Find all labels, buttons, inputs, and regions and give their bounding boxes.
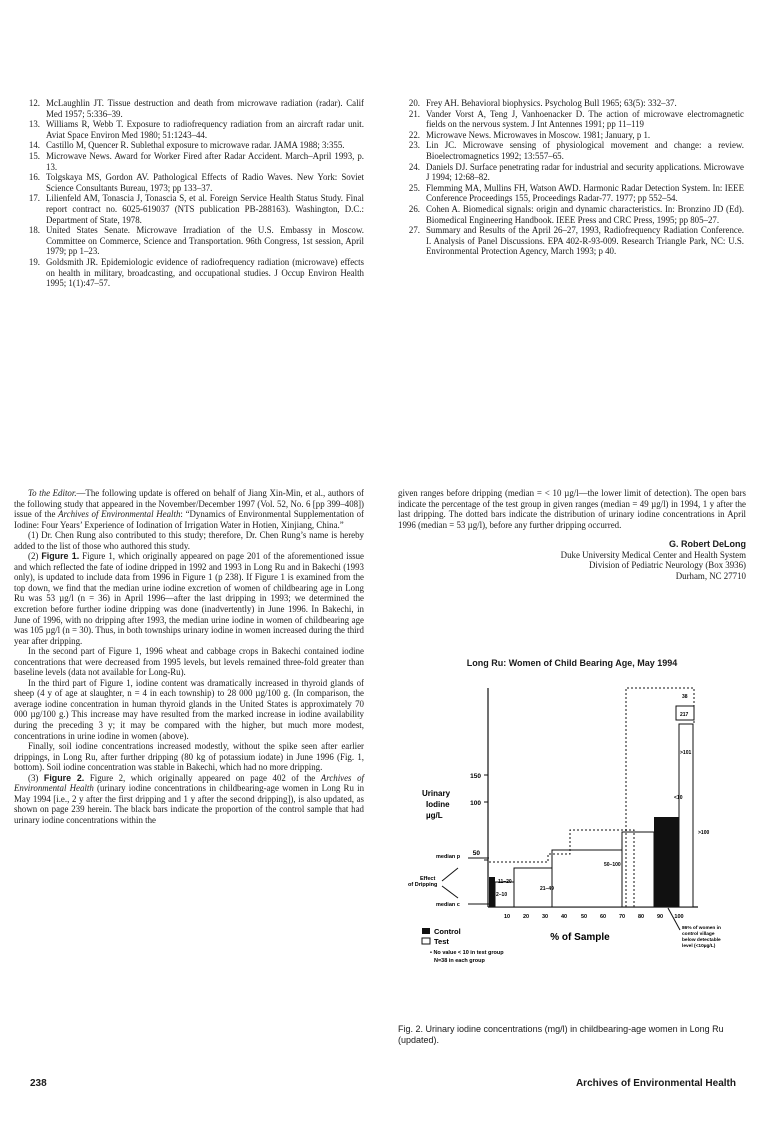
reference-text: Cohen A. Biomedical signals: origin and dynamic characteristics. In: Bronzino JD (Ed). Biomedical Engineering Handbook. IEEE Press and CRC Press, 1995; pp 805–27. xyxy=(426,203,744,225)
reference-text: Flemming MA, Mullins FH, Watson AWD. Harmonic Radar Detection System. In: IEEE Conference Proceedings 155, Proceedings Radar-77. 1977; pp 552–54. xyxy=(426,182,744,204)
journal-footer: Archives of Environmental Health xyxy=(575,1078,736,1089)
bar-label: 38 xyxy=(682,694,688,700)
figure-note: N=38 in each group xyxy=(434,958,485,964)
legend-test-swatch xyxy=(422,938,430,944)
x-tick-label: 80 xyxy=(637,914,645,920)
x-axis-label: % of Sample xyxy=(550,932,610,943)
y-axis-label: Urinary xyxy=(422,789,451,798)
reference-item xyxy=(14,193,364,225)
letter-column-right xyxy=(398,488,746,582)
reference-item xyxy=(14,257,364,289)
y-axis-label: Iodine xyxy=(426,800,450,809)
reference-number: 23. xyxy=(408,140,420,151)
letter-salutation: To the Editor. xyxy=(28,488,77,498)
bar-label: 11–20 xyxy=(498,879,512,885)
figure-note: • No value < 10 in test group xyxy=(430,950,504,956)
legend-control-label: Control xyxy=(434,927,461,936)
reference-number: 27. xyxy=(408,225,420,236)
x-tick-label: 60 xyxy=(599,914,607,920)
reference-text: Lin JC. Microwave sensing of physiological movement and change: a review. Bioelectromagnetics 1992; 13:557–65. xyxy=(426,140,744,161)
reference-number: 16. xyxy=(28,172,40,183)
reference-text: United States Senate. Microwave Irradiation of the U.S. Embassy in Moscow. Committee on Commerce, Science and Transportation. 96th Congress, 1st session, April 1979; pp 1–23. xyxy=(46,225,364,257)
x-tick-label: 70 xyxy=(618,914,626,920)
reference-text: Williams R, Webb T. Exposure to radiofrequency radiation from an aircraft radar unit. Aviat Space Environ Med 1980; 51:1243–44. xyxy=(46,119,364,140)
bar-label: <10 xyxy=(674,795,683,801)
reference-text: Frey AH. Behavioral biophysics. Psycholog Bull 1965; 63(5): 332–37. xyxy=(426,98,677,108)
author-name: G. Robert DeLong xyxy=(669,539,746,550)
letter-paragraph-3 xyxy=(14,551,364,646)
annotation-text: level (<10µg/L) xyxy=(682,944,716,949)
effect-label: of Dripping xyxy=(408,882,438,888)
reference-number: 21. xyxy=(408,108,420,119)
reference-text: Tolgskaya MS, Gordon AV. Pathological Effects of Radio Waves. New York: Soviet Science Consultants Bureau, 1973; pp 133–37. xyxy=(46,172,364,193)
bar-label: 217 xyxy=(680,712,689,718)
reference-text: Summary and Results of the April 26–27, 1993, Radiofrequency Radiation Conference. I. Analysis of Panel Discussions. EPA 402-R-93-009. Research Triangle Park, NC: U.S. Environmental Protection Agency, March 1993; p 40. xyxy=(426,225,744,257)
reference-text: Vander Vorst A, Teng J, Vanhoenacker D. The action of microwave electromagnetic fields on the nervous system. J Int Antennes 1991; pp 11–119 xyxy=(426,108,744,130)
letter-paragraph-6: Finally, soil iodine concentrations increased modestly, without the spike seen after earlier drippings, in Long Ru, after further dripping (80 kg of potassium iodate) in June 1996 (Fig. 1, bottom). Soil iodine concentration was stable in Bakechi, which had no more dripping. xyxy=(14,741,364,773)
letter-column-left xyxy=(14,488,364,826)
letter-paragraph-5: In the third part of Figure 1, iodine content was dramatically increased in thyroid glands of sheep (4 y of age at slaughter, n = 4 in each township) to 28 000 µg/100 g. (In comparison, the average iodine concentration in human thyroid glands in the United States is approximately 70 000 µg/100 g.) This increase may have resulted from the marked increase in iodine availability during the preceding 3 y; it may be compared with the higher, but much more modest, concentrations in urine iodine in women (above). xyxy=(14,677,364,741)
reference-item xyxy=(14,98,364,119)
reference-text: Castillo M, Quencer R. Sublethal exposure to microwave radar. JAMA 1988; 3:355. xyxy=(46,140,345,151)
references-left xyxy=(14,98,364,289)
letter-paragraph-8: given ranges before dripping (median = < 10 µg/l—the lower limit of detection). The open bars indicate the percentage of the test group in given ranges (median = 49 µg/l) in 1994, 1 y after the last dripping. The dotted bars indicate the distribution of urinary iodine concentrations in April 1996 (median = 53 µg/l), before any further dripping occurred. xyxy=(398,488,746,530)
reference-text: Goldsmith JR. Epidemiologic evidence of radiofrequency radiation (microwave) effects on health in military, broadcasting, and occupational studies. J Occup Environ Health 1995; 1(1):47–57. xyxy=(46,256,364,289)
control-bar xyxy=(489,877,495,907)
legend-control-swatch xyxy=(422,928,430,934)
annotation-text: below detectable xyxy=(682,938,721,943)
x-tick-label: 10 xyxy=(503,914,511,920)
figure-caption: Fig. 2. Urinary iodine concentrations (mg/l) in childbearing-age women in Long Ru (updated). xyxy=(398,1024,724,1045)
reference-text: McLaughlin JT. Tissue destruction and death from microwave radiation (radar). Calif Med 1957; 5:336–39. xyxy=(46,98,364,119)
reference-item xyxy=(14,119,364,140)
author-affiliation-3: Durham, NC 27710 xyxy=(675,570,746,581)
reference-text: Daniels DJ. Surface penetrating radar for industrial and security applications. Microwave J 1994; 12:68–82. xyxy=(426,161,744,183)
reference-item xyxy=(394,225,744,257)
journal-name: Archives of Environmental Health xyxy=(14,772,364,794)
y-tick-label: 50 xyxy=(472,850,480,857)
reference-number: 20. xyxy=(408,98,420,108)
x-tick-label: 20 xyxy=(522,914,530,920)
test-bar xyxy=(552,850,622,907)
letter-paragraph-7 xyxy=(14,773,364,826)
letter-p7-tail: (urinary iodine concentrations in childbearing-age women in Long Ru in May 1994 [i.e., 2 y after the first dripping and 1 y after the second dripping]), is also updated, as shown on page 239 herein. The black bars indicate the proportion of the control sample that had urinary iodine concentrations within the xyxy=(14,783,365,825)
figure-2 xyxy=(398,672,748,1002)
letter-p1-text: —The following update is offered on behalf of Jiang Xin-Min, et al., authors of the following study that appeared in the November/December 1997 (Vol. 52, No. 6 [pp 399–408]) issue of the xyxy=(14,488,364,520)
figure-2-svg xyxy=(398,672,748,1002)
reference-text: Microwave News. Microwaves in Moscow. 1981; January, p 1. xyxy=(426,129,651,140)
bar-label: >101 xyxy=(680,750,692,756)
letter-paragraph-1 xyxy=(14,488,364,530)
reference-text: Microwave News. Award for Worker Fired after Radar Accident. March–April 1993, p. 13. xyxy=(46,150,364,172)
test-bar xyxy=(622,832,654,907)
reference-number: 13. xyxy=(28,119,40,130)
reference-item xyxy=(394,109,744,130)
y-tick-label: 100 xyxy=(470,800,481,807)
author-affiliation-2: Division of Pediatric Neurology (Box 3936) xyxy=(588,560,746,571)
figure-2-heading: Figure 2. xyxy=(43,772,85,783)
median-c-label: median c xyxy=(436,902,460,908)
bar-label: >100 xyxy=(698,830,710,836)
reference-item xyxy=(14,140,364,151)
letter-paragraph-4: In the second part of Figure 1, 1996 wheat and cabbage crops in Bakechi contained iodine concentrations that were decreased from 1995 levels, but levels remained three-fold greater than baseline levels (data not available for Long-Ru). xyxy=(14,646,364,678)
letter-p3-text: Figure 1, which originally appeared on page 201 of the aforementioned issue and which reflected the fate of iodine dripped in 1992 and 1993 in Long Ru and in Bakechi (1993 only), is updated to include data from 1996 in Figure 1 (p 238). If Figure 1 is examined from the top down, we find that the median urine iodine excretion of women of childbearing age in Long Ru was 53 µg/l (n = 36) in April 1996—after the last dripping in 1993; we determined the excretion before further iodine dripping was done (inadvertently) in June 1996. In Bakechi, in June of 1996, with no dripping after 1993, the median urine iodine in women of childbearing age was 105 µg/l (n = 30). Thus, in both townships urinary iodine in women increased during the third year after dripping. xyxy=(14,551,364,646)
letter-p1-tail: : “Dynamics of Environmental Supplementation of Iodine: Four Years’ Experience of Iodination of Irrigation Water in Hotien, Xinjiang, China.” xyxy=(14,509,364,530)
bar-label: 21–49 xyxy=(540,886,554,892)
journal-name: Archives of Environmental Health xyxy=(58,509,181,520)
x-tick-label: 50 xyxy=(580,914,588,920)
reference-number: 25. xyxy=(408,182,420,193)
reference-item xyxy=(14,172,364,193)
x-tick-label: 90 xyxy=(656,914,664,920)
effect-label: Effect xyxy=(420,876,436,882)
effect-arrow xyxy=(442,886,458,898)
reference-item xyxy=(394,183,744,204)
reference-number: 17. xyxy=(28,193,40,204)
bar-label: 50–100 xyxy=(604,862,621,868)
page-number: 238 xyxy=(30,1078,47,1089)
x-tick-label: 30 xyxy=(541,914,549,920)
bar-label: 2–10 xyxy=(496,892,508,898)
references-right xyxy=(394,98,744,257)
letter-paragraph-2: (1) Dr. Chen Rung also contributed to this study; therefore, Dr. Chen Rung’s name is hereby added to the list of those who authored this study. xyxy=(14,530,364,551)
reference-item xyxy=(394,98,744,109)
reference-item xyxy=(394,130,744,141)
reference-number: 26. xyxy=(408,203,420,214)
letter-p7-lead: (3) xyxy=(28,772,44,783)
reference-item xyxy=(394,140,744,161)
effect-arrow xyxy=(442,868,458,881)
legend-test-label: Test xyxy=(434,937,449,946)
letter-p3-lead: (2) xyxy=(28,551,42,562)
reference-number: 12. xyxy=(28,98,40,108)
median-p-label: median p xyxy=(436,854,461,860)
reference-number: 14. xyxy=(28,140,40,151)
letter-p7-text: Figure 2, which originally appeared on page 402 of the xyxy=(84,772,321,783)
reference-number: 19. xyxy=(28,256,40,267)
reference-item xyxy=(14,151,364,172)
reference-number: 24. xyxy=(408,161,420,172)
figure-title: Long Ru: Women of Child Bearing Age, May 1994 xyxy=(466,658,678,668)
x-tick-label: 100 xyxy=(674,914,684,920)
annotation-text: 86% of women in xyxy=(682,926,721,931)
reference-text: Lilienfeld AM, Tonascia J, Tonascia S, et al. Foreign Service Health Status Study. Final report contract no. 6025-619037 (NTS publication PB-288163). Washington, D.C.: Department of State, 1978. xyxy=(46,193,364,225)
reference-item xyxy=(394,162,744,183)
y-tick-label: 150 xyxy=(470,773,481,780)
reference-item xyxy=(14,225,364,257)
reference-number: 22. xyxy=(408,129,420,140)
signature-block xyxy=(398,539,746,581)
figure-1-heading: Figure 1. xyxy=(41,551,80,562)
x-tick-label: 40 xyxy=(560,914,568,920)
annotation-text: control village xyxy=(682,932,715,937)
author-affiliation-1: Duke University Medical Center and Health System xyxy=(560,549,746,560)
reference-number: 18. xyxy=(28,225,40,236)
reference-number: 15. xyxy=(28,150,40,161)
control-bar xyxy=(654,817,679,907)
reference-item xyxy=(394,204,744,225)
y-axis-label: µg/L xyxy=(426,811,443,820)
